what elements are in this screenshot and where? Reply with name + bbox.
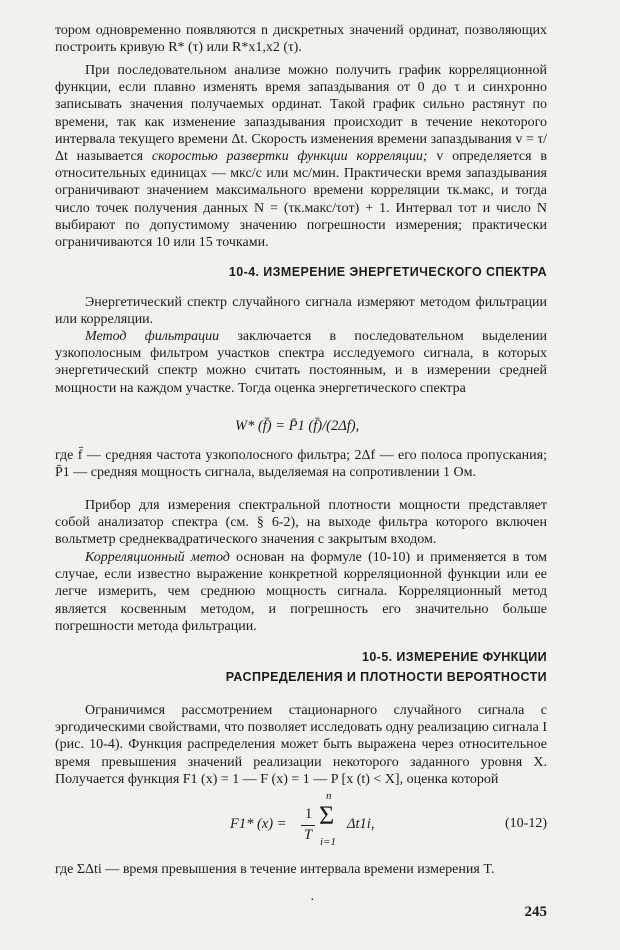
text-run: При последовательном анализе можно получить график корреляционной функции, если плавно изменять время запаздывания от 0 до τ и синхронно записывать значения получаемых ординат. Такой график сильно растянут по времени, так как изменение запаздывания происходит в течение некоторого интервала текущего времени Δt. Скорость изменения времени запаздывания v = τ/Δt называется: [55, 63, 547, 165]
equation-spectrum-estimate: W* (f̄) = P̄1 (f̄)/(2Δf),: [235, 418, 360, 434]
paragraph-continuation: тором одновременно появляются n дискретных значений ординат, позволяющих построить кривую R* (τ) или R*x1,x2 (τ).: [55, 23, 547, 56]
fraction-numerator: 1: [305, 806, 313, 822]
equation-lhs: F1* (x) =: [230, 816, 287, 832]
text-run: заключается в последовательном выделении узкополосным фильтром участков спектра исследуемого сигнала, в которых энергетический спектр можно считать постоянным, и в измерении средней мощности на каждом участке. Тогда оценка энергетического спектра: [55, 329, 547, 396]
paragraph-distribution: Ограничимся рассмотрением стационарного случайного сигнала с эргодическими свойствами, что позволяет исследовать одну реализацию сигнала I (рис. 10-4). Функция распределения может быть выражена через относительное время превышения значений реализации некоторого заданного уровня X. Получается функция F1 (x) = 1 — F (x) = 1 — P [x (t) < X], оценка которой: [55, 703, 547, 787]
paragraph-correlation-method: [55, 549, 547, 635]
equation-distribution-estimate: [55, 790, 547, 856]
text-emphasis: Метод фильтрации: [85, 329, 220, 344]
sum-sign: Σ: [319, 801, 335, 830]
section-heading-10-5-line2: РАСПРЕДЕЛЕНИЯ И ПЛОТНОСТИ ВЕРОЯТНОСТИ: [225, 670, 547, 684]
text-emphasis: скоростью развертки функции корреляции;: [151, 149, 428, 165]
paragraph-where-sum: где ΣΔti — время превышения в течение интервала времени измерения T.: [55, 862, 495, 877]
paragraph-spectrum-intro: Энергетический спектр случайного сигнала измеряют методом фильтрации или корреляции.: [55, 295, 547, 328]
fraction-denominator: T: [304, 827, 313, 843]
page-mark: ·: [310, 893, 315, 908]
page-number: 245: [524, 904, 547, 920]
paragraph-analyzer: Прибор для измерения спектральной плотности мощности представляет собой анализатор спектра (см. § 6-2), на выходе фильтра которого включен вольтметр среднеквадратического значения с закрытым входом.: [55, 498, 547, 548]
equation-number: (10-12): [505, 816, 547, 831]
section-heading-10-4: 10-4. ИЗМЕРЕНИЕ ЭНЕРГЕТИЧЕСКОГО СПЕКТРА: [228, 265, 547, 279]
paragraph-where-f: где f̄ — средняя частота узкополосного фильтра; 2Δf — его полоса пропускания; P̄1 — средняя мощность сигнала, выделяемая на сопротивлении 1 Ом.: [55, 448, 547, 481]
section-heading-10-5-line1: 10-5. ИЗМЕРЕНИЕ ФУНКЦИИ: [362, 650, 547, 664]
text-emphasis: Корреляционный метод: [85, 550, 230, 565]
paragraph-filter-method: [55, 328, 547, 397]
fraction-bar: [301, 825, 315, 826]
sum-lower-limit: i=1: [320, 836, 336, 848]
paragraph-sequential-analysis: [55, 62, 547, 251]
sum-upper-limit: n: [326, 790, 332, 802]
sum-term: Δt1i,: [347, 816, 375, 832]
text-run: v определяется в относительных единицах — мкс/с или мс/мин. Практически время запаздывания ограничивают значением максимального времени корреляции τк.макс, и тогда число точек получения данных N = (τк.макс/τот) + 1. Интервал τот и число N выбирают по допустимому значению погрешности измерения; практически ограничиваются 10 или 15 точками.: [55, 149, 547, 251]
text-run: основан на формуле (10-10) и применяется в том случае, если известно выражение конкретной корреляционной функции или ее легче измерить, чем среднюю мощность сигнала. Корреляционный метод является косвенным методом, и погрешность его значительно больше погрешности метода фильтрации.: [55, 550, 547, 634]
